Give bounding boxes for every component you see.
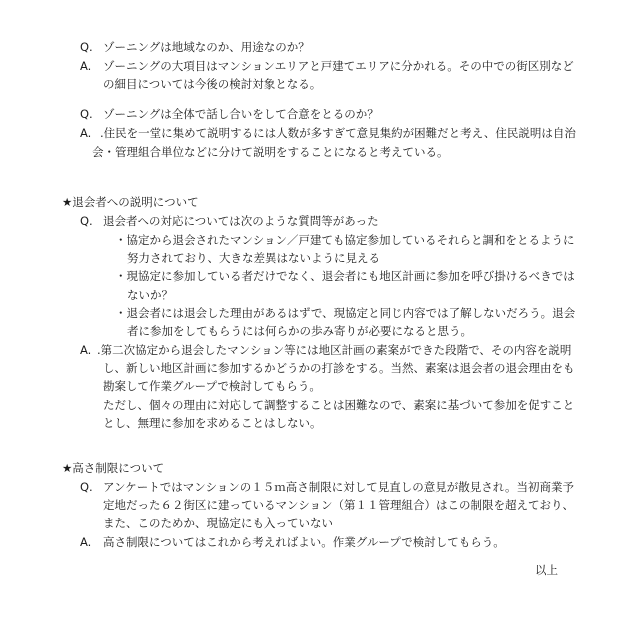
- section-heading-withdrawn: ★退会者への説明について: [62, 195, 199, 209]
- a-marker: A.: [80, 343, 92, 357]
- answer-line: .第二次協定から退会したマンション等には地区計画の素案ができた段階で、その内容を説明: [97, 343, 572, 357]
- question-zoning-consensus: ゾーニングは全体で話し合いをして合意をとるのか？: [103, 107, 379, 121]
- bullet-line: 努力されており、大きな差異はないように見える: [127, 251, 380, 265]
- q-marker: Q.: [80, 40, 93, 54]
- question-line: アンケートではマンションの１５ｍ高さ制限に対して見直しの意見が散見され。当初商業予: [103, 480, 574, 494]
- answer-line: の細目については今後の検討対象となる。: [103, 77, 322, 91]
- question-line: 定地だった６２街区に建っているマンション（第１１管理組合）はこの制限を超えており、: [103, 498, 574, 512]
- question-zoning-area: ゾーニングは地域なのか、用途なのか？: [103, 40, 310, 54]
- q-marker: Q.: [80, 214, 93, 228]
- bullet-line: ないか？: [127, 288, 173, 302]
- answer-line: ゾーニングの大項目はマンションエリアと戸建てエリアに分かれる。その中での街区別など: [103, 59, 574, 73]
- section-heading-height-limit: ★高さ制限について: [62, 461, 165, 475]
- answer-line: し、新しい地区計画に参加するかどうかの打診をする。当然、素案は退会者の退会理由をも: [103, 361, 575, 375]
- answer-height-limit: 高さ制限についてはこれから考えればよい。作業グループで検討してもらう。: [103, 535, 505, 549]
- answer-line: 勘案して作業グループで検討してもらう。: [103, 379, 321, 393]
- answer-line: .住民を一堂に集めて説明するには人数が多すぎて意見集約が困難だと考え、住民説明は自治: [100, 126, 576, 140]
- answer-line: とし、無理に参加を求めることはしない。: [103, 416, 322, 430]
- q-marker: Q.: [80, 107, 93, 121]
- bullet-line: 者に参加をしてもらうには何らかの歩み寄りが必要になると思う。: [127, 324, 472, 338]
- a-marker: A.: [80, 535, 92, 549]
- bullet-line: ・退会者には退会した理由があるはずで、現協定と同じ内容では了解しないだろう。退会: [115, 306, 576, 320]
- bullet-line: ・協定から退会されたマンション／戸建ても協定参加しているそれらと調和をとるように: [115, 233, 575, 247]
- a-marker: A.: [80, 59, 92, 73]
- answer-line: ただし、個々の理由に対応して調整することは困難なので、素案に基づいて参加を促すこと: [103, 398, 575, 412]
- question-withdrawn: 退会者への対応については次のような質問等があった: [103, 214, 379, 228]
- question-line: また、このためか、現協定にも入っていない: [103, 516, 333, 530]
- a-marker: A.: [80, 126, 92, 140]
- answer-line: 会・管理組合単位などに分けて説明をすることになると考えている。: [92, 145, 449, 159]
- bullet-line: ・現協定に参加している者だけでなく、退会者にも地区計画に参加を呼び掛けるべきでは: [115, 269, 575, 283]
- q-marker: Q.: [80, 480, 93, 494]
- closing-mark: 以上: [535, 563, 558, 577]
